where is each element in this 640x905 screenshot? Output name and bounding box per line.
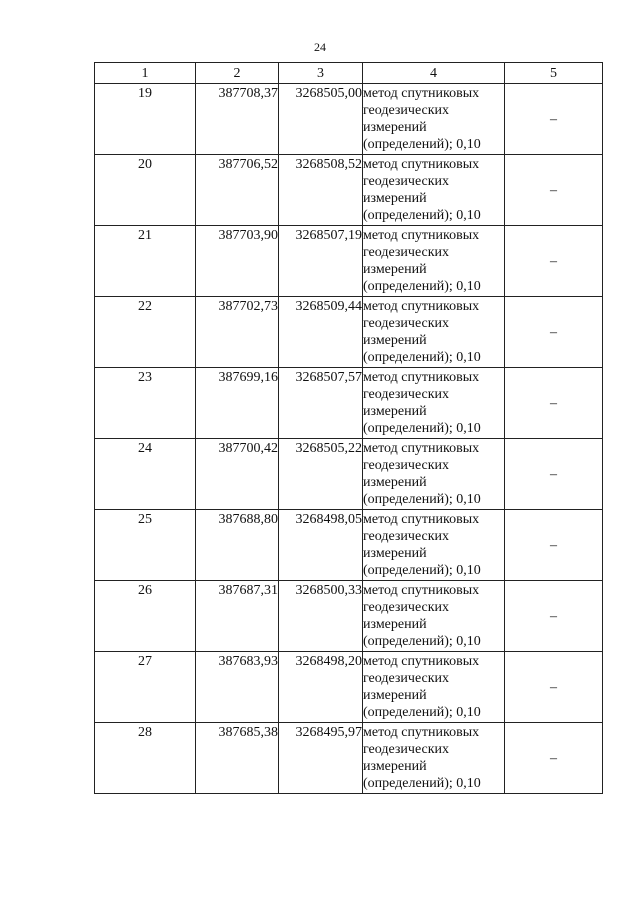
y-coordinate: 3268505,00 xyxy=(279,84,363,155)
x-coordinate: 387702,73 xyxy=(196,297,279,368)
column-header-3: 3 xyxy=(279,63,363,84)
table-row xyxy=(95,368,603,439)
column-5-value: – xyxy=(505,297,603,368)
measurement-method: метод спутниковых геодезических измерений (определений); 0,10 xyxy=(363,581,505,652)
measurement-method: метод спутниковых геодезических измерений (определений); 0,10 xyxy=(363,155,505,226)
coordinates-table xyxy=(94,62,603,794)
measurement-method: метод спутниковых геодезических измерений (определений); 0,10 xyxy=(363,226,505,297)
page-number: 24 xyxy=(314,40,326,54)
measurement-method: метод спутниковых геодезических измерений (определений); 0,10 xyxy=(363,652,505,723)
point-number: 23 xyxy=(95,368,196,439)
column-5-value: – xyxy=(505,581,603,652)
point-number: 25 xyxy=(95,510,196,581)
point-number: 22 xyxy=(95,297,196,368)
column-5-value: – xyxy=(505,652,603,723)
x-coordinate: 387683,93 xyxy=(196,652,279,723)
column-5-value: – xyxy=(505,723,603,794)
table-row xyxy=(95,226,603,297)
measurement-method: метод спутниковых геодезических измерений (определений); 0,10 xyxy=(363,723,505,794)
y-coordinate: 3268507,19 xyxy=(279,226,363,297)
measurement-method: метод спутниковых геодезических измерений (определений); 0,10 xyxy=(363,84,505,155)
column-5-value: – xyxy=(505,226,603,297)
table-row xyxy=(95,510,603,581)
column-header-4: 4 xyxy=(363,63,505,84)
x-coordinate: 387688,80 xyxy=(196,510,279,581)
point-number: 20 xyxy=(95,155,196,226)
table-row xyxy=(95,652,603,723)
column-header-2: 2 xyxy=(196,63,279,84)
y-coordinate: 3268507,57 xyxy=(279,368,363,439)
column-5-value: – xyxy=(505,84,603,155)
y-coordinate: 3268509,44 xyxy=(279,297,363,368)
column-header-1: 1 xyxy=(95,63,196,84)
table-row xyxy=(95,155,603,226)
table-row xyxy=(95,84,603,155)
column-5-value: – xyxy=(505,510,603,581)
measurement-method: метод спутниковых геодезических измерений (определений); 0,10 xyxy=(363,510,505,581)
x-coordinate: 387700,42 xyxy=(196,439,279,510)
x-coordinate: 387687,31 xyxy=(196,581,279,652)
table-header-row xyxy=(95,63,603,84)
column-5-value: – xyxy=(505,155,603,226)
table-row xyxy=(95,723,603,794)
table-row xyxy=(95,439,603,510)
y-coordinate: 3268500,33 xyxy=(279,581,363,652)
point-number: 28 xyxy=(95,723,196,794)
table-row xyxy=(95,297,603,368)
point-number: 27 xyxy=(95,652,196,723)
y-coordinate: 3268498,20 xyxy=(279,652,363,723)
measurement-method: метод спутниковых геодезических измерений (определений); 0,10 xyxy=(363,297,505,368)
point-number: 24 xyxy=(95,439,196,510)
point-number: 26 xyxy=(95,581,196,652)
column-5-value: – xyxy=(505,439,603,510)
x-coordinate: 387706,52 xyxy=(196,155,279,226)
measurement-method: метод спутниковых геодезических измерений (определений); 0,10 xyxy=(363,439,505,510)
column-header-5: 5 xyxy=(505,63,603,84)
y-coordinate: 3268508,52 xyxy=(279,155,363,226)
x-coordinate: 387708,37 xyxy=(196,84,279,155)
table-row xyxy=(95,581,603,652)
point-number: 21 xyxy=(95,226,196,297)
y-coordinate: 3268495,97 xyxy=(279,723,363,794)
y-coordinate: 3268498,05 xyxy=(279,510,363,581)
y-coordinate: 3268505,22 xyxy=(279,439,363,510)
x-coordinate: 387699,16 xyxy=(196,368,279,439)
measurement-method: метод спутниковых геодезических измерений (определений); 0,10 xyxy=(363,368,505,439)
column-5-value: – xyxy=(505,368,603,439)
point-number: 19 xyxy=(95,84,196,155)
x-coordinate: 387703,90 xyxy=(196,226,279,297)
x-coordinate: 387685,38 xyxy=(196,723,279,794)
